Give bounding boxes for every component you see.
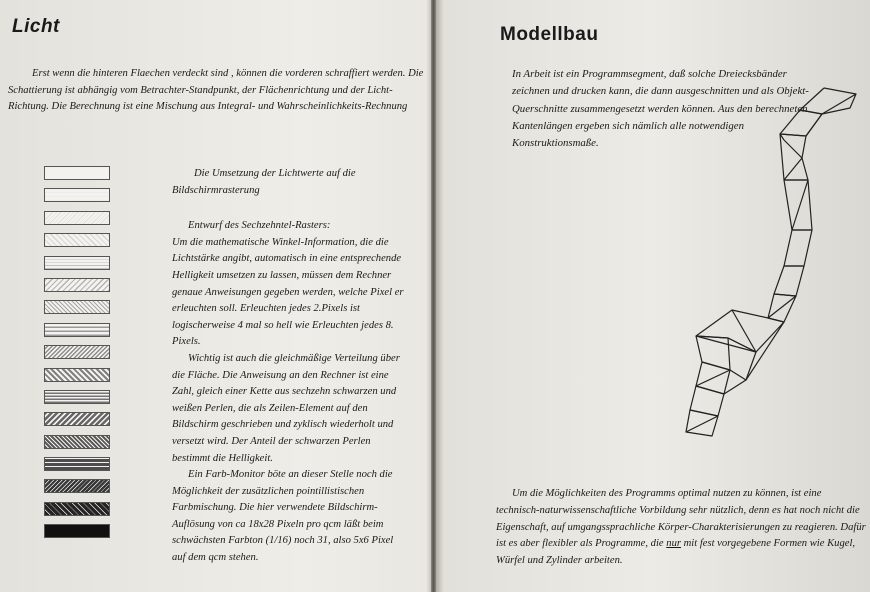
- shading-swatch: [44, 278, 110, 292]
- shading-swatch: [44, 368, 110, 382]
- right-page: [436, 0, 870, 592]
- page-title-licht: Licht: [12, 16, 60, 37]
- shading-swatch: [44, 188, 110, 202]
- page-title-modellbau: Modellbau: [500, 24, 599, 45]
- program-text-before: Um die Möglichkeiten des Programms optimal nutzen zu können, ist eine technisch-naturwissenschaftliche Vorbildung sehr nützlich, denn es hat noch nicht die Eigenschaft, auf umgangssprachliche Körper-Charakterisierungen zu reagieren. Dafür ist es aber flexibler als Programme, die: [496, 488, 866, 550]
- shading-swatch: [44, 524, 110, 538]
- triangle-band-drawing: [672, 80, 870, 460]
- shading-swatch: [44, 323, 110, 337]
- shading-swatch: [44, 412, 110, 426]
- shading-swatch: [44, 457, 110, 471]
- shading-swatch: [44, 390, 110, 404]
- program-text-after: mit fest vorgegebene Formen wie Kugel, Würfel und Zylinder arbeiten.: [496, 538, 856, 567]
- intro-paragraph: Erst wenn die hinteren Flaechen verdeckt sind , können die vorderen schraffiert werden. Die Schattierung ist abhängig vom Betrachter-Standpunkt, der Flächenrichtung und der Licht-Richtung. Die Berechnung ist eine Mischung aus Integral- und Wahrscheinlichkeits-Rechnung: [8, 68, 424, 113]
- shading-swatch: [44, 345, 110, 359]
- swatch-caption: Die Umsetzung der Lichtwerte auf die Bildschirmrasterung: [172, 168, 356, 196]
- underlined-word: nur: [666, 538, 681, 550]
- shading-swatches: [44, 166, 110, 547]
- raster-paragraph-2: Wichtig ist auch die gleichmäßige Verteilung über die Fläche. Die Anweisung an den Rechner ist eine Zahl, gleich einer Kette aus sechzehn schwarzen und weißen Perlen, die als Zeilen-Element auf den Bildschirm geschrieben und zyklisch wiederholt und versetzt wird. Der Anteil der schwarzen Perlen bestimmt die Helligkeit.: [172, 352, 400, 464]
- shading-swatch: [44, 300, 110, 314]
- modellbau-paragraph: In Arbeit ist ein Programmsegment, daß solche Dreiecksbänder zeichnen und drucken kann, die dann ausgeschnitten und als Objekt-Querschnitte zusammengesetzt werden können. Aus den berechneten Kantenlängen ergeben sich nämlich alle notwendigen Konstruktionsmaße.: [512, 68, 809, 150]
- shading-swatch: [44, 435, 110, 449]
- raster-text-column: [172, 166, 404, 567]
- shading-swatch: [44, 502, 110, 516]
- shading-swatch: [44, 233, 110, 247]
- shading-swatch: [44, 256, 110, 270]
- program-paragraph: [496, 486, 866, 570]
- raster-paragraph-1: Um die mathematische Winkel-Information, die die Lichtstärke angibt, automatisch in eine entsprechende Helligkeit umsetzen zu lassen, müssen dem Rechner genaue Anweisungen gegeben werden, welche Pixel er erleuchten soll. Erleuchten jedes 2.Pixels ist logischerweise 4 mal so hell wie Erleuchten jedes 8. Pixels.: [172, 236, 404, 348]
- left-page: [0, 0, 432, 592]
- shading-swatch: [44, 211, 110, 225]
- shading-swatch: [44, 479, 110, 493]
- shading-swatch: [44, 166, 110, 180]
- raster-heading: Entwurf des Sechzehntel-Rasters:: [188, 220, 331, 232]
- raster-paragraph-3: Ein Farb-Monitor böte an dieser Stelle noch die Möglichkeit der zusätzlichen pointillistischen Farbmischung. Die hier verwendete Bildschirm-Auflösung von ca 18x28 Pixeln pro qcm läßt beim schwächsten Farbton (1/16) noch 31, also 5x6 Pixel auf dem qcm stehen.: [172, 469, 394, 564]
